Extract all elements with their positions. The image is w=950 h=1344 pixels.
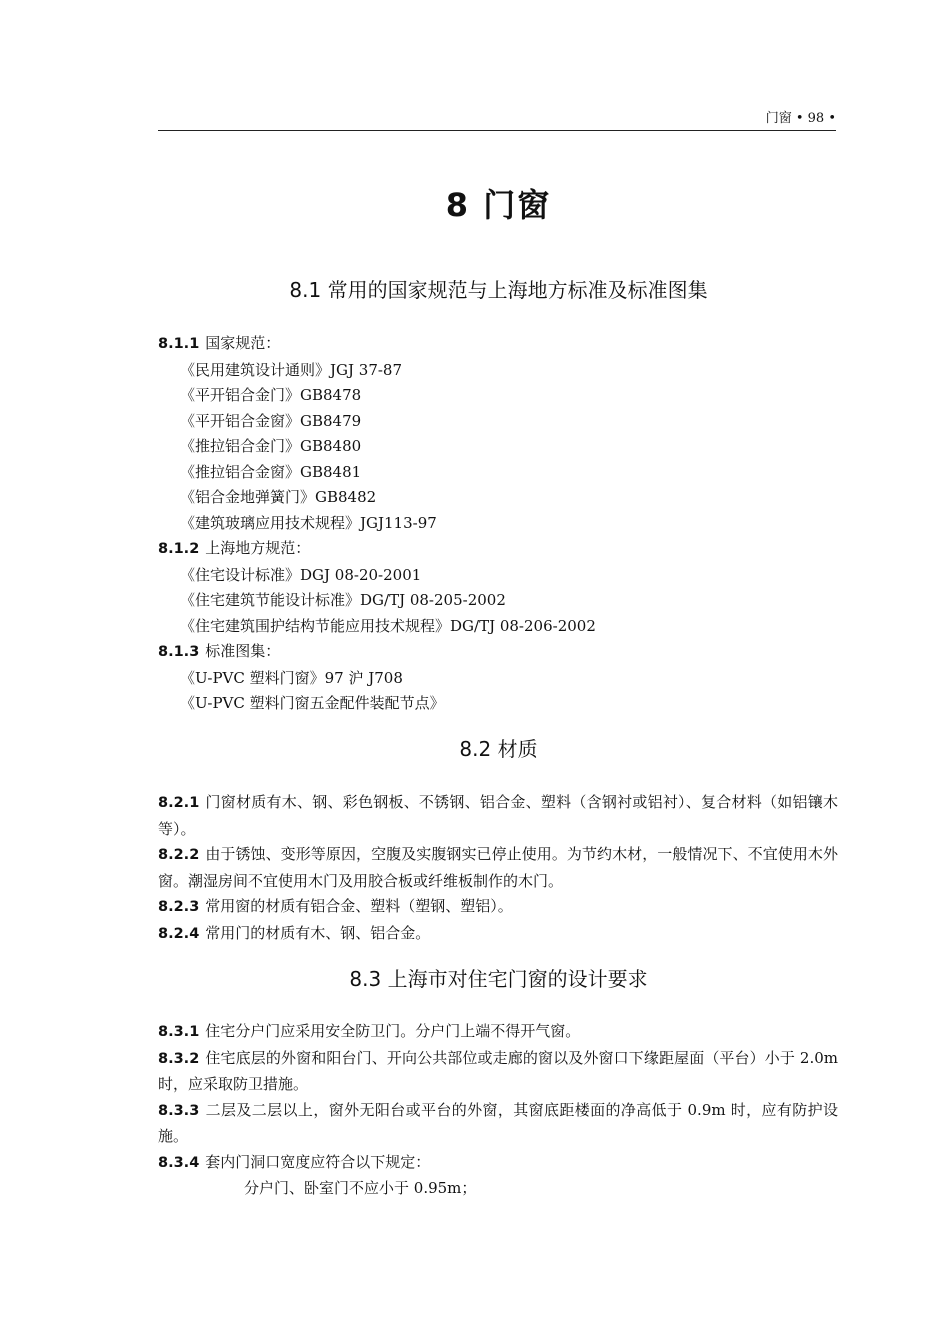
chapter-title: 8 门窗: [445, 186, 552, 224]
clause-8-2-2: 8.2.2 由于锈蚀、变形等原因，空腹及实腹钢实已停止使用。为节约木材，一般情况下、不宜使用木外窗。潮湿房间不宜使用木门及用胶合板或纤维板制作的木门。: [158, 845, 838, 890]
standard-item: 《推拉铝合金门》GB8480: [180, 437, 362, 455]
section-8-3-body: [158, 1019, 838, 1202]
clause-8-3-3: 8.3.3 二层及二层以上，窗外无阳台或平台的外窗，其窗底距楼面的净高低于 0.9m 时，应有防护设施。: [158, 1100, 838, 1145]
standard-item: 《平开铝合金门》GB8478: [180, 386, 362, 404]
subsection-8-1-2: 8.1.2 上海地方规范：: [158, 539, 311, 557]
standard-item: 《建筑玻璃应用技术规程》JGJ113-97: [180, 513, 437, 532]
standard-item: 《平开铝合金窗》GB8479: [180, 411, 362, 430]
clause-8-2-4: 8.2.4 常用门的材质有木、钢、铝合金。: [158, 923, 431, 942]
clause-8-3-2: 8.3.2 住宅底层的外窗和阳台门、开向公共部位或走廊的窗以及外窗口下缘距屋面（平台）小于 2.0m 时，应采取防卫措施。: [158, 1048, 838, 1093]
subsection-8-1-3: 8.1.3 标准图集：: [158, 642, 281, 660]
clause-8-3-4-sub: 分户门、卧室门不应小于 0.95m；: [244, 1179, 477, 1197]
standard-item: 《住宅建筑围护结构节能应用技术规程》DG/TJ 08-206-2002: [180, 616, 596, 635]
section-8-1-title: 8.1 常用的国家规范与上海地方标准及标准图集: [289, 278, 708, 302]
page-header: [158, 110, 836, 131]
standard-item: 《住宅建筑节能设计标准》DG/TJ 08-205-2002: [180, 591, 506, 609]
section-8-2-body: [158, 790, 838, 947]
section-8-3-title: 8.3 上海市对住宅门窗的设计要求: [349, 967, 648, 991]
page-number: 门窗 • 98 •: [765, 111, 836, 126]
standard-item: 《铝合金地弹簧门》GB8482: [180, 488, 377, 506]
section-8-1-body: [158, 331, 838, 717]
standard-item: 《住宅设计标准》DGJ 08-20-2001: [180, 565, 422, 584]
standard-item: 《U-PVC 塑料门窗》97 沪 J708: [180, 668, 403, 687]
clause-8-2-3: 8.2.3 常用窗的材质有铝合金、塑料（塑钢、塑铝）。: [158, 897, 513, 915]
clause-8-3-1: 8.3.1 住宅分户门应采用安全防卫门。分户门上端不得开气窗。: [158, 1022, 581, 1040]
standard-item: 《推拉铝合金窗》GB8481: [180, 462, 362, 481]
section-8-2-title: 8.2 材质: [459, 737, 538, 761]
standard-item: 《民用建筑设计通则》JGJ 37-87: [180, 360, 403, 379]
clause-8-2-1: 8.2.1 门窗材质有木、钢、彩色钢板、不锈钢、铝合金、塑料（含钢衬或铝衬）、复合材料（如铝镶木等）。: [158, 793, 838, 838]
standard-item: 《U-PVC 塑料门窗五金配件装配节点》: [180, 694, 445, 712]
subsection-8-1-1: 8.1.1 国家规范：: [158, 334, 281, 352]
clause-8-3-4: 8.3.4 套内门洞口宽度应符合以下规定：: [158, 1152, 431, 1171]
